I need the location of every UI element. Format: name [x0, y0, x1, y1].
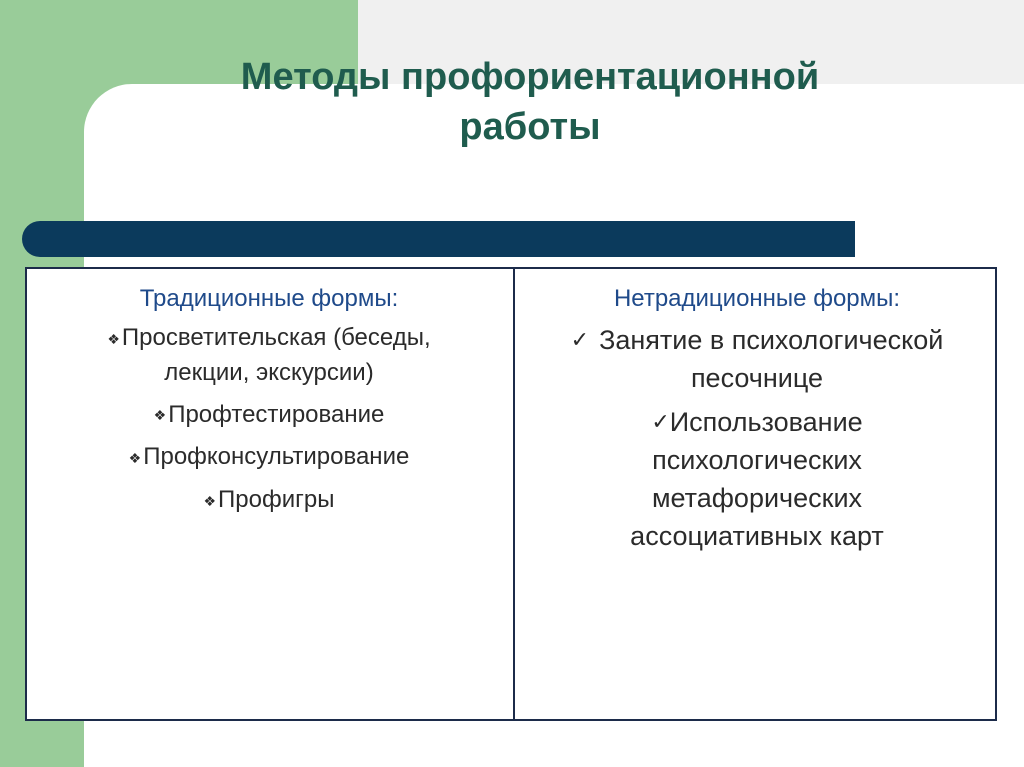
methods-table [25, 267, 997, 721]
title-line-2: работы [459, 106, 601, 148]
list-item [27, 440, 511, 475]
list-item-text: Занятие в психологической [599, 325, 944, 355]
list-item-text: Просветительская (беседы, [121, 324, 431, 351]
list-item [27, 398, 511, 433]
list-item-text: Использование [669, 407, 863, 437]
list-item [515, 321, 999, 397]
traditional-forms-heading: Традиционные формы: [139, 285, 399, 312]
list-item-text-continued: метафорических [651, 483, 863, 513]
list-item-text-continued: песочнице [690, 363, 824, 393]
list-item-text-continued: лекции, экскурсии) [164, 358, 374, 386]
slide-title [120, 52, 940, 152]
diamond-bullet-icon: ❖ [153, 407, 167, 424]
checkmark-bullet-icon: ✓ [570, 327, 590, 352]
diamond-bullet-icon: ❖ [107, 330, 120, 347]
diamond-bullet-icon: ❖ [203, 492, 217, 509]
list-item [515, 403, 999, 555]
list-item-text: Профтестирование [168, 400, 385, 428]
list-item [27, 321, 511, 390]
diamond-bullet-icon: ❖ [128, 449, 142, 466]
list-item-text: Профигры [218, 485, 335, 513]
list-item-text-continued: психологических [652, 445, 862, 475]
list-item [27, 483, 511, 518]
list-item-text-continued: ассоциативных карт [630, 521, 884, 551]
traditional-forms-column [27, 269, 511, 526]
nontraditional-forms-column [515, 269, 999, 561]
list-item-text: Профконсультирование [143, 443, 410, 471]
checkmark-bullet-icon: ✓ [651, 409, 670, 434]
title-line-1: Методы профориентационной [240, 56, 820, 98]
title-underline-bar [22, 221, 855, 257]
nontraditional-forms-heading: Нетрадиционные формы: [613, 285, 901, 312]
